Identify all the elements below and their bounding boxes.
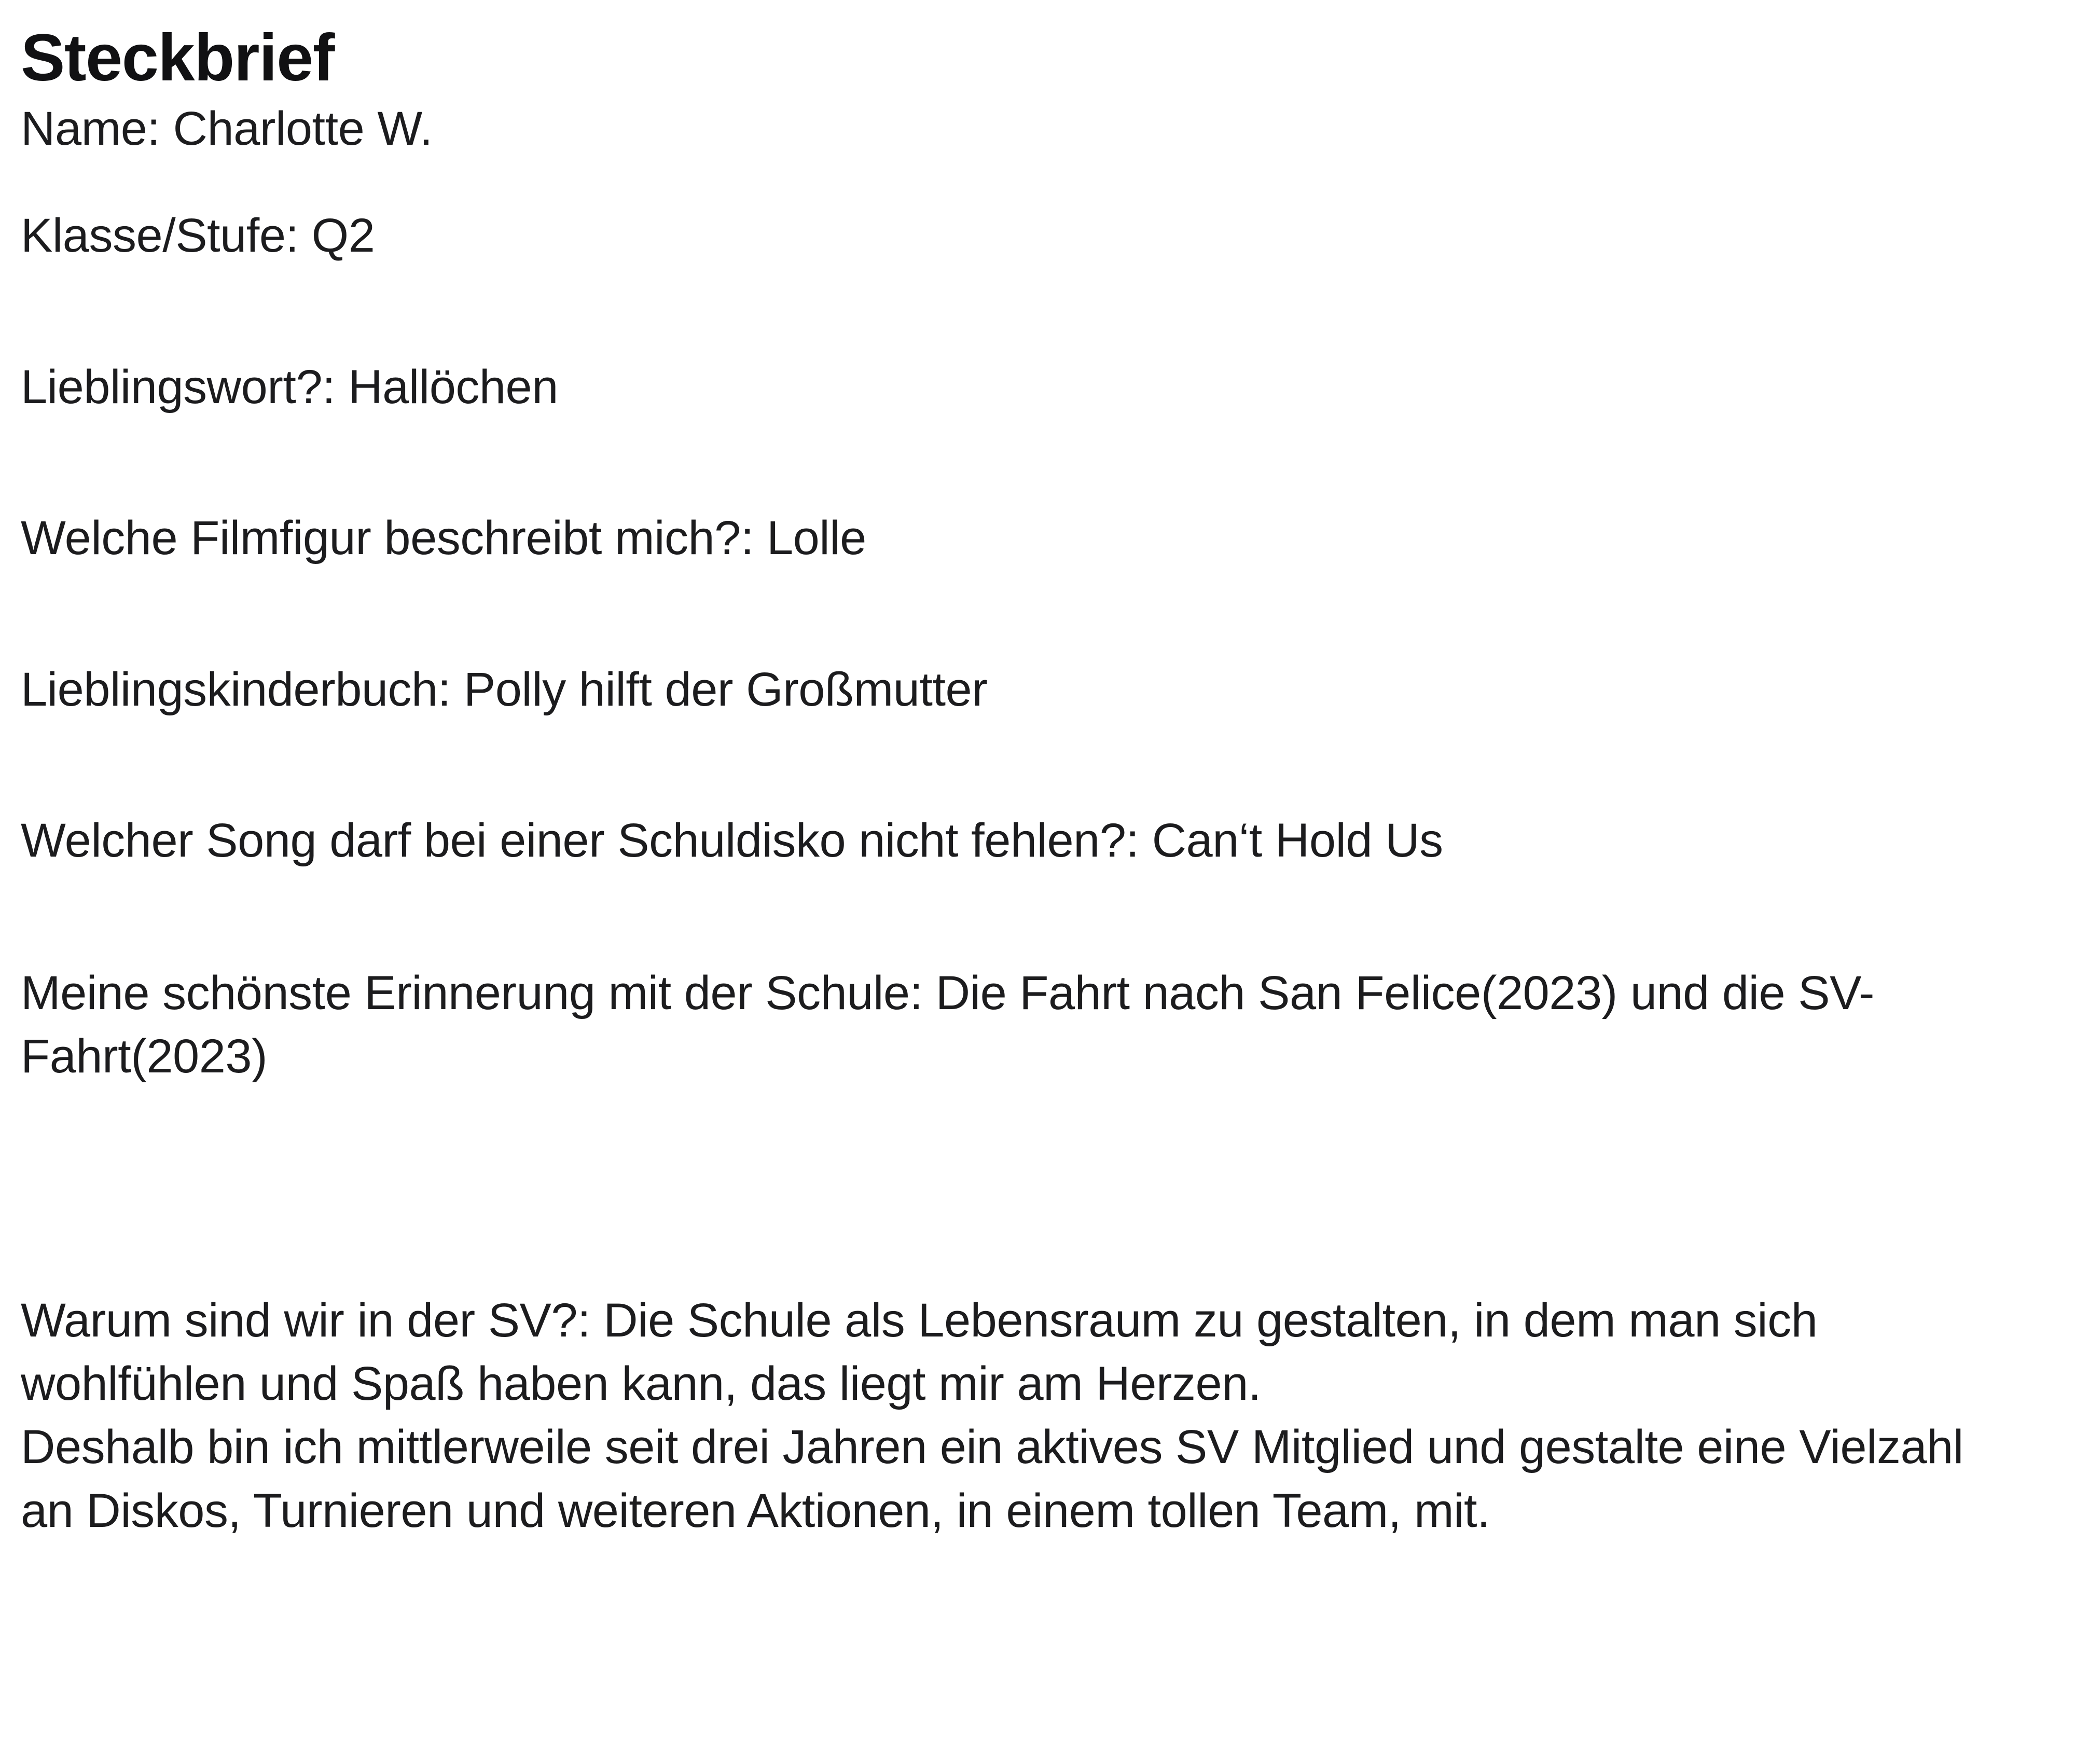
closing-paragraph [21,1289,2013,1542]
page-title: Steckbrief [21,21,334,95]
field-schuldisko-song: Welcher Song darf bei einer Schuldisko nicht fehlen?: Can‘t Hold Us [21,814,1443,867]
spacer [21,160,2013,205]
spacer [21,267,2013,312]
spacer [21,418,2013,463]
field-name: Name: Charlotte W. [21,102,433,156]
spacer [21,1088,2013,1244]
spacer [21,312,2013,356]
field-klasse-stufe: Klasse/Stufe: Q2 [21,209,375,262]
field-schoenste-erinnerung: Meine schönste Erinnerung mit der Schule: Die Fahrt nach San Felice(2023) und die SV-Fahrt(2023) [21,966,1874,1083]
spacer [21,721,2013,765]
spacer [21,614,2013,659]
closing-line-1: Warum sind wir in der SV?: Die Schule als Lebensraum zu gestalten, in dem man sich wohlfühlen und Spaß haben kann, das liegt mir am Herzen. [21,1293,1818,1410]
field-lieblingskinderbuch: Lieblingskinderbuch: Polly hilft der Großmutter [21,663,988,716]
spacer [21,872,2013,917]
spacer [21,917,2013,961]
field-filmfigur: Welche Filmfigur beschreibt mich?: Lolle [21,512,866,565]
closing-line-2: Deshalb bin ich mittlerweile seit drei Jahren ein aktives SV Mitglied und gestalte eine Vielzahl an Diskos, Turnieren und weiteren Aktionen, in einem tollen Team, mit. [21,1421,1963,1537]
field-lieblingswort: Lieblingswort?: Hallöchen [21,360,558,414]
spacer [21,765,2013,810]
spacer [21,463,2013,507]
spacer [21,570,2013,614]
spacer [21,1244,2013,1289]
